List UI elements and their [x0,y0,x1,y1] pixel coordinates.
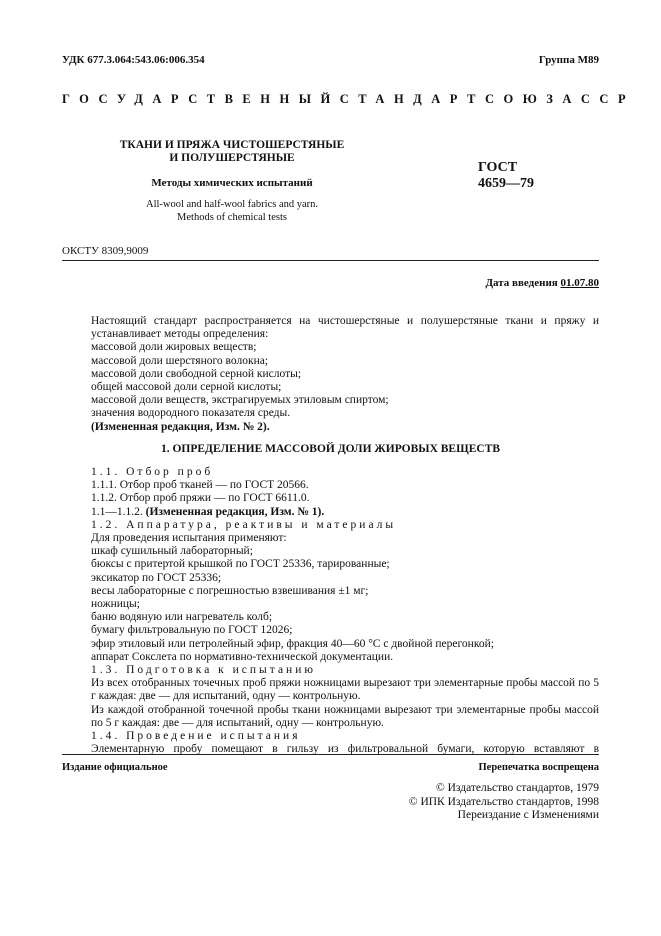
title-line: ТКАНИ И ПРЯЖА ЧИСТОШЕРСТЯНЫЕ [119,139,345,151]
clause-1-1-1: 1.1.1. Отбор проб тканей — по ГОСТ 20566. [91,479,309,492]
banner-word: СТАНДАРТ [339,92,485,106]
english-title-line: Methods of chemical tests [177,211,287,223]
clause-1-1: 1.1. Отбор проб [91,466,214,478]
gost-label: ГОСТ [478,160,518,175]
clause-1-4-paragraph: Элементарную пробу помещают в гильзу из фильтровальной бумаги, которую вставляют в [91,743,599,756]
gost-number: 4659—79 [478,176,534,191]
intro-item: общей массовой доли серной кислоты; [91,381,282,394]
clause-amendment-range: 1.1—1.1.2. [91,505,143,518]
clause-1-2: 1.2. Аппаратура, реактивы и материалы [91,518,397,531]
section-1-title: 1. ОПРЕДЕЛЕНИЕ МАССОВОЙ ДОЛИ ЖИРОВЫХ ВЕЩЕСТВ [160,443,501,455]
equipment-item: эксикатор по ГОСТ 25336; [91,571,222,584]
banner-word: СОЮЗА [484,92,581,106]
equipment-item: бумагу фильтровальную по ГОСТ 12026; [91,624,293,637]
banner-word: ГОСУДАРСТВЕННЫЙ [62,92,340,106]
state-standard-banner [62,92,636,107]
okstu-code: ОКСТУ 8309,9009 [62,245,149,257]
english-title [62,199,402,224]
official-edition: Издание официальное [62,762,168,773]
equipment-item: аппарат Сокслета по нормативно-технической документации. [91,650,394,663]
intro-item: массовой доли шерстяного волокна; [91,354,269,367]
equipment-item: весы лабораторные с погрешностью взвешивания ±1 мг; [91,584,369,597]
gost-number-block [478,160,598,192]
clause-amendment [62,506,599,519]
clause-1-2-intro: Для проведения испытания применяют: [91,532,287,545]
divider-bottom [62,754,599,755]
reprint-prohibited: Перепечатка воспрещена [478,762,599,773]
copyright-line: © Издательство стандартов, 1979 [435,782,599,794]
clause-1-3: 1.3. Подготовка к испытанию [91,664,316,677]
clause-1-4: 1.4. Проведение испытания [91,730,301,743]
intro-amendment: (Измененная редакция, Изм. № 2). [91,420,270,433]
clause-1-3-paragraph: Из каждой отобранной точечной пробы ткани ножницами вырезают три элементарные пробы массой по 5 г каждая: две — для испытаний, одну — контрольную. [91,703,599,729]
divider-top [62,260,599,261]
copyright-block [340,782,599,823]
intro-date-label: Дата введения [485,277,558,289]
section-1-body [62,466,599,756]
intro-section [62,315,599,434]
intro-item: массовой доли свободной серной кислоты; [91,367,302,380]
copyright-line: Переиздание с Изменениями [457,809,599,821]
clause-1-3-paragraph: Из всех отобранных точечных проб пряжи ножницами вырезают три элементарные пробы массой по 5 г каждая: две — для испытаний, одну — контрольную. [91,677,599,703]
intro-date [485,277,599,289]
equipment-item: баню водяную или нагреватель колб; [91,611,273,624]
equipment-item: эфир этиловый или петролейный эфир, фракция 40—60 °С с двойной перегонкой; [91,637,494,650]
document-subtitle: Методы химических испытаний [151,177,313,189]
intro-paragraph: Настоящий стандарт распространяется на чистошерстяные и полушерстяные ткани и пряжу и устанавливает методы определения: [91,315,599,341]
copyright-line: © ИПК Издательство стандартов, 1998 [408,795,599,808]
banner-word: ССР [580,92,636,106]
document-title [62,139,402,165]
udk-code: УДК 677.3.064:543.06:006.354 [62,54,205,66]
clause-amendment-text: (Измененная редакция, Изм. № 1). [145,505,325,518]
title-line: И ПОЛУШЕРСТЯНЫЕ [169,152,295,164]
intro-item: значения водородного показателя среды. [91,407,291,420]
intro-item: массовой доли жировых веществ; [91,341,257,354]
equipment-item: ножницы; [91,598,140,611]
intro-item: массовой доли веществ, экстрагируемых этиловым спиртом; [91,394,389,407]
group-code: Группа М89 [538,54,599,66]
english-title-line: All-wool and half-wool fabrics and yarn. [145,199,319,210]
equipment-item: шкаф сушильный лабораторный; [91,545,253,558]
clause-1-1-2: 1.1.2. Отбор проб пряжи — по ГОСТ 6611.0. [91,492,310,505]
intro-date-value: 01.07.80 [560,277,599,289]
equipment-item: бюксы с притертой крышкой по ГОСТ 25336, тарированные; [91,558,390,571]
